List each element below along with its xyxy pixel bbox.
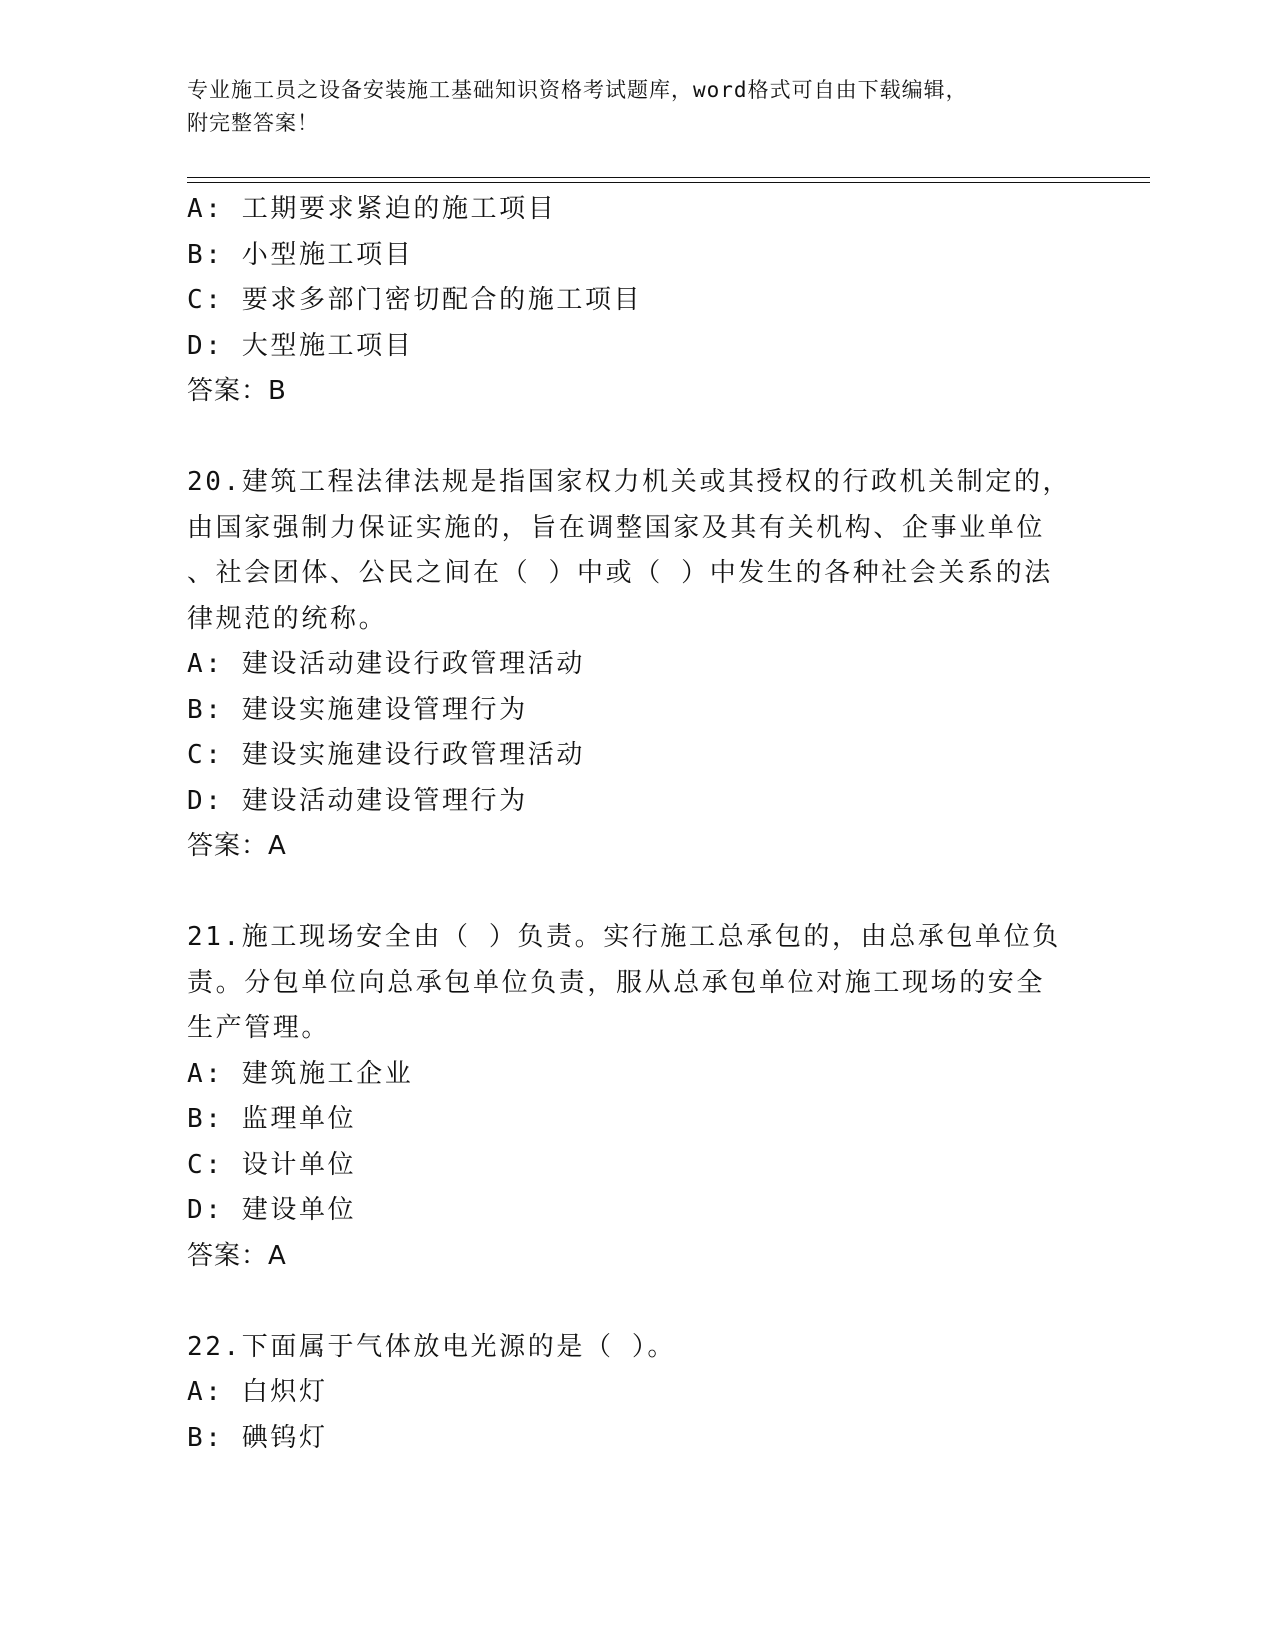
spacer [187,1279,1067,1325]
question-22 [187,1325,1067,1462]
stem-line: 责。分包单位向总承包单位负责，服从总承包单位对施工现场的安全 [187,967,1046,998]
stem-line: 20.建筑工程法律法规是指国家权力机关或其授权的行政机关制定的， [187,467,1072,497]
header-divider-bottom [187,182,1150,183]
header-divider-top [187,177,1150,178]
option-d: D: 建设活动建设管理行为 [187,785,528,816]
question-stem [187,915,1067,1052]
stem-line: 律规范的统称。 [187,603,388,634]
answer-label: 答案：A [187,1240,287,1271]
option-a: A: 工期要求紧迫的施工项目 [187,194,557,224]
option-c: C: 要求多部门密切配合的施工项目 [187,285,643,315]
header-line-2: 附完整答案！ [187,111,319,135]
question-21 [187,915,1067,1279]
option-b: B: 监理单位 [187,1104,357,1134]
question-stem [187,1325,1067,1371]
spacer [187,415,1067,461]
option-c: C: 建设实施建设行政管理活动 [187,740,585,770]
question-stem [187,460,1072,642]
stem-line: 22.下面属于气体放电光源的是（ ）。 [187,1331,677,1362]
stem-line: 21.施工现场安全由（ ）负责。实行施工总承包的，由总承包单位负 [187,922,1061,952]
answer-label: 答案：B [187,376,287,406]
spacer [187,870,1067,916]
question-20 [187,460,1072,870]
answer-label: 答案：A [187,831,287,861]
question-19 [187,187,1067,415]
option-b: B: 碘钨灯 [187,1422,328,1453]
option-a: A: 建筑施工企业 [187,1058,414,1089]
document-header [187,74,1067,140]
option-a: A: 建设活动建设行政管理活动 [187,649,585,679]
option-a: A: 白炽灯 [187,1377,328,1407]
option-b: B: 小型施工项目 [187,239,414,270]
stem-line: 生产管理。 [187,1013,331,1043]
option-d: D: 建设单位 [187,1195,357,1225]
document-body [187,187,1072,1461]
option-d: D: 大型施工项目 [187,330,414,361]
stem-line: 、社会团体、公民之间在（ ）中或（ ）中发生的各种社会关系的法 [187,558,1053,588]
option-c: C: 设计单位 [187,1149,357,1180]
header-line-1: 专业施工员之设备安装施工基础知识资格考试题库，word格式可自由下载编辑， [187,78,968,102]
stem-line: 由国家强制力保证实施的，旨在调整国家及其有关机构、企事业单位 [187,512,1046,543]
option-b: B: 建设实施建设管理行为 [187,694,528,725]
